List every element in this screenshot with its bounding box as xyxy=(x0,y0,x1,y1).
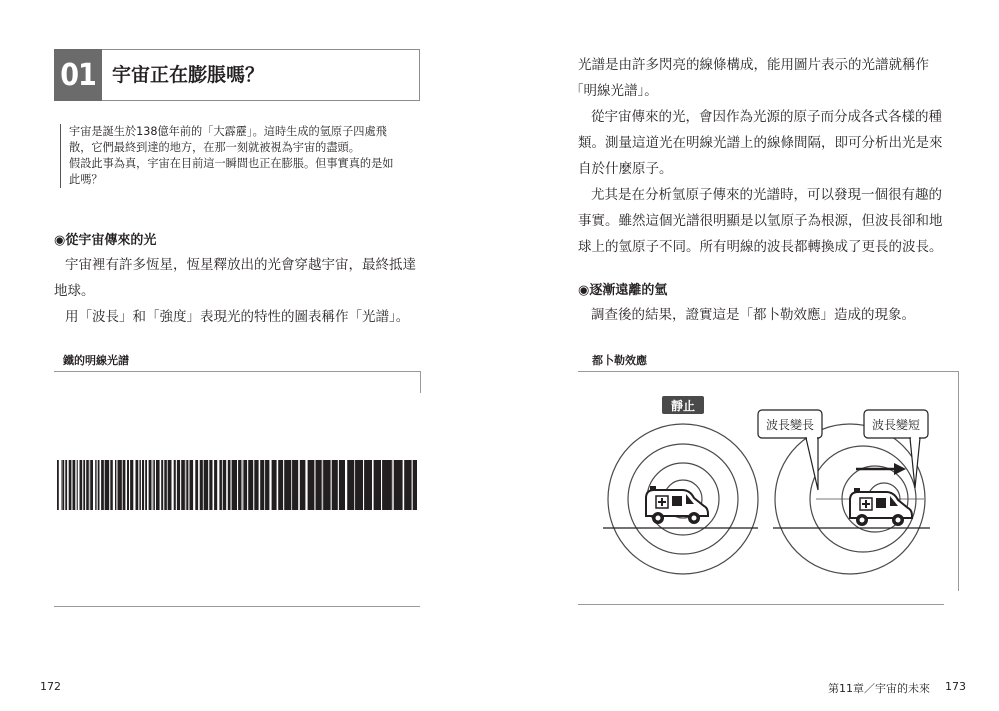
body-line: 用「波長」和「強度」表現光的特性的圖表稱作「光譜」。 xyxy=(65,309,410,325)
spectrum-line xyxy=(160,460,162,510)
still-label: 靜止 xyxy=(670,399,696,413)
footer-chapter: 第11章／宇宙的未來 xyxy=(828,682,930,695)
spectrum-line xyxy=(176,460,177,510)
spectrum-line xyxy=(345,460,347,510)
spectrum-line xyxy=(291,460,292,510)
spectrum-line xyxy=(61,460,62,510)
spectrum-line xyxy=(122,460,123,510)
spectrum-line xyxy=(208,460,209,510)
figure-bottom-rule xyxy=(578,604,944,605)
spectrum-line xyxy=(172,460,174,510)
spectrum-line xyxy=(277,460,279,510)
page-number-right: 173 xyxy=(945,680,966,693)
body-line: 尤其是在分析氫原子傳來的光譜時，可以發現一個很有趣的 xyxy=(591,187,942,203)
body-line: 宇宙裡有許多恆星，恆星釋放出的光會穿越宇宙，最終抵達 xyxy=(65,257,416,273)
spectrum-line xyxy=(203,460,204,510)
spectrum-line xyxy=(231,460,232,510)
spectrum-line xyxy=(198,460,200,510)
body-line: 光譜是由許多閃亮的線條構成，能用圖片表示的光譜就稱作 xyxy=(578,57,929,73)
body-line: 地球。 xyxy=(54,283,95,299)
spectrum-line xyxy=(167,460,168,510)
spectrum-line xyxy=(125,460,127,510)
spectrum-line xyxy=(93,460,95,510)
spectrum-line xyxy=(144,460,145,510)
spectrum-line xyxy=(67,460,69,510)
chapter-title: 宇宙正在膨脹嗎？ xyxy=(112,64,265,86)
spectrum-line xyxy=(305,460,307,510)
spectrum-line xyxy=(331,460,332,510)
ambulance-icon xyxy=(850,488,912,526)
spectrum-line xyxy=(241,460,243,510)
spectrum-line xyxy=(113,460,115,510)
spectrum-line xyxy=(264,460,265,510)
spectrum-line xyxy=(298,460,300,510)
spectrum-line xyxy=(403,460,405,510)
spectrum-line xyxy=(89,460,91,510)
ambulance-icon xyxy=(646,486,708,524)
spectrum-line xyxy=(116,460,117,510)
spectrum-line xyxy=(78,460,80,510)
spectrum-line xyxy=(133,460,135,510)
iron-spectrum-figure xyxy=(57,460,417,510)
body-line: 類。測量這道光在明線光譜上的線條間隔，即可分析出光是來 xyxy=(578,135,943,151)
body-line: 自於什麼原子。 xyxy=(578,161,673,177)
doppler-figure xyxy=(578,372,959,604)
body-line: 事實。雖然這個光譜很明顯是以氫原子為根源，但波長卻和地 xyxy=(578,213,943,229)
body-line: 「明線光譜」。 xyxy=(570,83,658,99)
figure-corner-rule xyxy=(420,371,421,393)
spectrum-line xyxy=(381,460,382,510)
spectrum-line xyxy=(82,460,83,510)
chapter-number: 01 xyxy=(54,49,102,101)
spectrum-line xyxy=(392,460,394,510)
spectrum-line xyxy=(138,460,140,510)
callout-longer-label: 波長變長 xyxy=(765,418,815,432)
spectrum-line xyxy=(71,460,72,510)
body-line: 調查後的結果，證實這是「都卜勒效應」造成的現象。 xyxy=(591,307,915,323)
intro-box xyxy=(60,124,420,188)
spectrum-line xyxy=(163,460,164,510)
spectrum-line xyxy=(185,460,187,510)
body-line: 從宇宙傳來的光，會因作為光源的原子而分成各式各樣的種 xyxy=(591,109,942,125)
callout-longer xyxy=(758,410,822,490)
spectrum-line xyxy=(100,460,102,510)
section-heading-hydrogen: ◉逐漸遠離的氫 xyxy=(578,283,668,298)
spectrum-line xyxy=(237,460,238,510)
spectrum-line xyxy=(226,460,228,510)
spectrum-line xyxy=(104,460,105,510)
section-heading-light: ◉從宇宙傳來的光 xyxy=(54,233,157,248)
spectrum-line xyxy=(85,460,86,510)
spectrum-line xyxy=(222,460,223,510)
spectrum-line xyxy=(147,460,149,510)
spectrum-line xyxy=(354,460,355,510)
spectrum-line xyxy=(141,460,142,510)
spectrum-line xyxy=(363,460,364,510)
spectrum-line xyxy=(188,460,189,510)
spectrum-line xyxy=(372,460,374,510)
spectrum-line xyxy=(259,460,261,510)
spectrum-line xyxy=(155,460,156,510)
spectrum-line xyxy=(247,460,248,510)
spectrum-line xyxy=(59,460,61,510)
callout-shorter xyxy=(864,410,928,488)
spectrum-line xyxy=(217,460,219,510)
spectrum-line xyxy=(322,460,324,510)
intro-line: 宇宙是誕生於138億年前的「大霹靂」。這時生成的氫原子四處飛 xyxy=(69,125,387,138)
spectrum-line xyxy=(75,460,77,510)
figure-label-iron-spectrum: 鐵的明線光譜 xyxy=(63,354,129,367)
callout-shorter-label: 波長變短 xyxy=(871,418,921,432)
figure-top-rule xyxy=(54,371,420,372)
spectrum-line xyxy=(213,460,215,510)
spectrum-line xyxy=(180,460,181,510)
spectrum-line xyxy=(64,460,65,510)
spectrum-line xyxy=(193,460,195,510)
page-number-left: 172 xyxy=(40,680,61,693)
spectrum-line xyxy=(97,460,98,510)
figure-label-doppler: 都卜勒效應 xyxy=(592,354,647,367)
arrow-right-icon xyxy=(856,463,906,475)
spectrum-line xyxy=(109,460,110,510)
spectrum-line xyxy=(283,460,284,510)
spectrum-line xyxy=(269,460,271,510)
spectrum-line xyxy=(314,460,315,510)
spectrum-line xyxy=(412,460,413,510)
spectrum-line xyxy=(129,460,130,510)
intro-line: 散，它們最終到達的地方，在那一刻就被視為宇宙的盡頭。 xyxy=(69,141,360,154)
body-line: 球上的氫原子不同。所有明線的波長都轉換成了更長的波長。 xyxy=(578,239,943,255)
figure-bottom-rule xyxy=(54,606,420,607)
spectrum-line xyxy=(338,460,339,510)
intro-line: 假設此事為真，宇宙在目前這一瞬間也正在膨脹。但事實真的是如 xyxy=(69,157,394,170)
intro-line: 此嗎？ xyxy=(69,173,103,186)
spectrum-line xyxy=(253,460,254,510)
spectrum-line xyxy=(151,460,153,510)
